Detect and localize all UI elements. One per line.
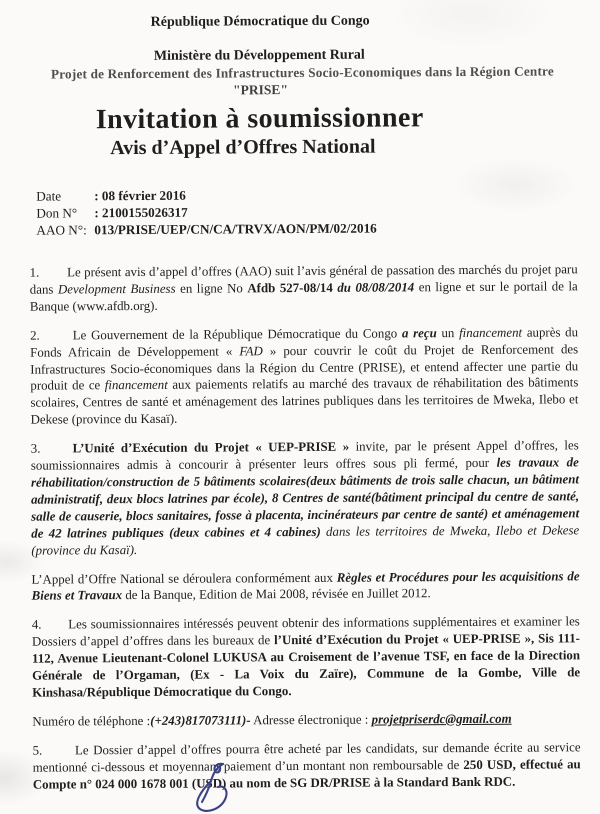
document-title: Invitation à soumissionner (95, 102, 424, 136)
project-title: Projet de Renforcement des Infrastructures Socio-Economiques dans la Région Centre (50, 63, 554, 82)
reference-block (36, 184, 577, 238)
paragraph-5-purchase: 5. Le Dossier d’appel d’offres pourra être acheté par les candidats, sur demande écrite au service mentionné ci-dessous et moyennant paiement d’un montant non remboursable de 250 USD, effectué au Compte n° 024 000 1678 001 (USD) au nom de SG DR/PRISE à la Standard Bank RDC. (32, 740, 581, 792)
paragraph-contact-line: Numéro de téléphone :(+243)817073111)- Adresse électronique : projetpriserdc@gmail.com (32, 711, 512, 729)
aao-number-value: 013/PRISE/UEP/CN/CA/TRVX/AON/PM/02/2016 (94, 220, 377, 238)
handwritten-pen-mark-icon (188, 762, 248, 814)
project-acronym: "PRISE" (233, 82, 288, 98)
paragraph-rules: L’Appel d’Offre National se déroulera conformément aux Règles et Procédures pour les acquisitions de Biens et Travaux de la Banque, Edition de Mai 2008, révisée en Juillet 2012. (31, 568, 580, 604)
ministry-title: Ministère du Développement Rural (153, 47, 365, 64)
paragraph-4-information: 4. Les soumissionnaires intéressés peuvent obtenir des informations supplémentaires et examiner les Dossiers d’appel d’offres dans les bureaux de l’Unité d’Exécution du Projet « UEP-PRISE », Sis 111-112, Avenue Lieutenant-Colonel LUKUSA au Croisement de l’avenue TSF, en face de la Direction Générale de l’Orgaman, (Ex - La Voix du Zaïre), Commune de la Gombe, Ville de Kinshasa/République Démocratique du Congo. (31, 614, 581, 700)
document-body (30, 261, 581, 793)
don-number-label: Don N° (36, 205, 78, 221)
document-header (28, 12, 577, 160)
date-value: : 08 février 2016 (94, 187, 186, 204)
paragraph-3-invitation: 3. L’Unité d’Exécution du Projet « UEP-PRISE » invite, par le présent Appel d’offres, les soumissionnaires admis à concourir à présenter leurs offres sous pli fermé, pour les travaux de réhabilitation/construction de 5 bâtiments scolaires(deux bâtiments de trois salle chacun, un bâtiment administratif, deux blocs latrines par école), 8 Centres de santé(bâtiment principal du centre de santé, salle de causerie, blocs sanitaires, fosse à placenta, incinérateurs par centre de santé) et aménagement de 42 latrines publiques (deux cabines et 4 cabines) dans les territoires de Mweka, Ilebo et Dekese (province du Kasaï). (30, 438, 580, 558)
aao-number-label: AAO N°: (36, 222, 87, 238)
paragraph-1-general-notice: 1. Le présent avis d’appel d’offres (AAO) suit l’avis général de passation des marchés du projet paru dans Development Business en ligne No Afdb 527-08/14 du 08/08/2014 en ligne et sur le portail de la Banque (www.afdb.org). (29, 262, 578, 314)
reference-row-aao (36, 218, 577, 238)
paragraph-2-financing: 2. Le Gouvernement de la République Démocratique du Congo a reçu un financement auprès du Fonds Africain de Développement « FAD » pour couvrir le coût du Projet de Renforcement des Infrastructures Socio-économiques dans la Région du Centre (PRISE), et entend affecter une partie du produit de ce financement aux paiements relatifs au marché des travaux de réhabilitation des bâtiments scolaires, Centres de santé et aménagement des latrines publiques dans les territoires de Mweka, Ilebo et Dekese (province du Kasaï). (30, 325, 579, 427)
date-label: Date (36, 188, 62, 204)
document-subtitle: Avis d’Appel d’Offres National (110, 135, 376, 160)
don-number-value: : 2100155026317 (94, 204, 188, 221)
country-title: République Démocratique du Congo (150, 13, 370, 30)
